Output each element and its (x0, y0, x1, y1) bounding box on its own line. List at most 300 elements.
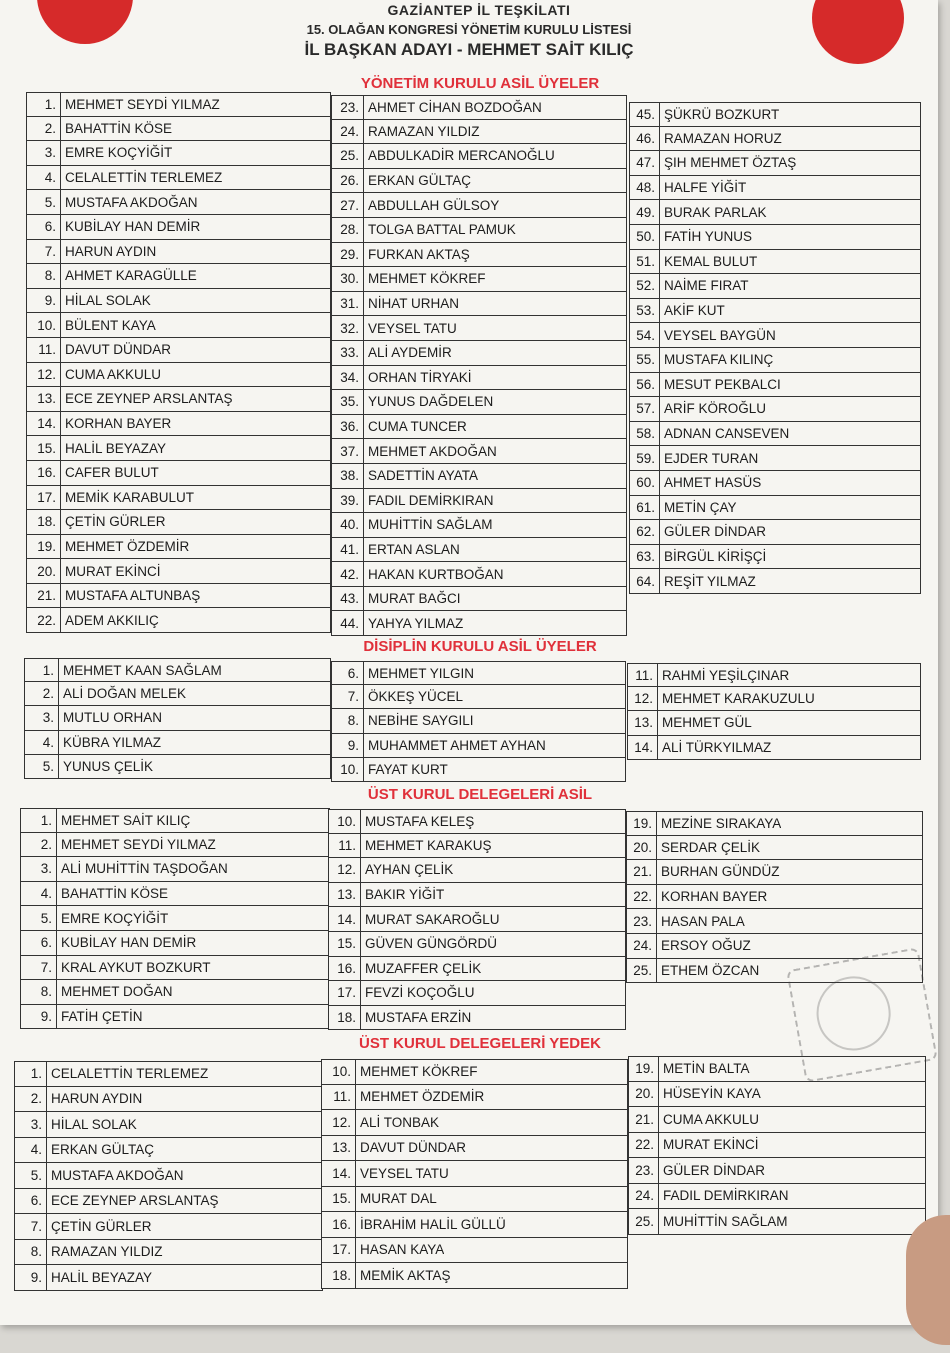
member-number: 19. (27, 535, 61, 559)
member-number: 27. (332, 193, 364, 217)
member-name: İBRAHİM HALİL GÜLLÜ (360, 1216, 506, 1232)
member-number: 1. (27, 93, 61, 116)
member-number: 48. (630, 176, 660, 200)
member-number: 61. (630, 496, 660, 520)
member-row (628, 1184, 926, 1210)
member-row (331, 661, 626, 685)
member-row (629, 102, 921, 127)
member-name: MEHMET KARAKUŞ (365, 837, 492, 853)
member-number: 14. (322, 1161, 356, 1186)
member-row (331, 513, 627, 538)
member-name: KEMAL BULUT (664, 253, 758, 269)
member-row (331, 538, 627, 563)
member-number: 17. (329, 981, 361, 1005)
member-name: ÇETİN GÜRLER (51, 1218, 152, 1234)
member-row (629, 446, 921, 471)
member-row (331, 709, 626, 733)
member-row (26, 141, 331, 166)
member-number: 23. (629, 1158, 659, 1183)
member-row (629, 397, 921, 422)
member-number: 22. (27, 608, 61, 632)
member-row (626, 885, 923, 910)
member-number: 36. (332, 415, 364, 439)
member-number: 18. (329, 1006, 361, 1030)
member-row (24, 682, 331, 706)
member-name: ÖKKEŞ YÜCEL (368, 689, 464, 705)
member-row (20, 1005, 330, 1030)
member-number: 9. (21, 1005, 57, 1029)
member-name: GÜVEN GÜNGÖRDÜ (365, 936, 498, 952)
member-number: 53. (630, 299, 660, 323)
member-name: MUSTAFA ERZİN (365, 1010, 472, 1026)
member-number: 10. (27, 313, 61, 337)
member-name: KORHAN BAYER (65, 416, 172, 432)
member-name: EMRE KOÇYİĞİT (65, 145, 173, 161)
member-row (629, 496, 921, 521)
member-row (26, 289, 331, 314)
member-number: 49. (630, 200, 660, 224)
member-number: 3. (25, 706, 59, 729)
member-number: 22. (629, 1133, 659, 1158)
member-name: RAMAZAN HORUZ (664, 130, 782, 146)
member-name: HARUN AYDIN (51, 1091, 143, 1107)
member-name: MEHMET DOĞAN (61, 984, 173, 1000)
member-name: MEHMET ÖZDEMİR (360, 1089, 485, 1105)
member-row (626, 811, 923, 836)
member-number: 11. (27, 338, 61, 362)
member-row (629, 151, 921, 176)
member-number: 12. (322, 1110, 356, 1135)
member-column (331, 661, 626, 782)
member-row (331, 562, 627, 587)
member-name: DAVUT DÜNDAR (65, 342, 172, 358)
member-name: ECE ZEYNEP ARSLANTAŞ (51, 1193, 219, 1209)
member-name: AHMET KARAGÜLLE (65, 268, 197, 284)
member-row (26, 363, 331, 388)
member-row (26, 264, 331, 289)
member-number: 38. (332, 464, 364, 488)
member-row (321, 1110, 628, 1136)
member-name: MEMİK KARABULUT (65, 489, 195, 505)
member-name: ERTAN ASLAN (368, 541, 460, 557)
member-name: ŞÜKRÜ BOZKURT (664, 106, 780, 122)
member-row (26, 608, 331, 633)
member-number: 11. (322, 1085, 356, 1110)
member-name: BAHATTİN KÖSE (65, 120, 173, 136)
member-row (629, 471, 921, 496)
member-name: MUSTAFA KILINÇ (664, 352, 774, 368)
member-row (629, 373, 921, 398)
member-number: 7. (27, 240, 61, 264)
member-row (331, 439, 627, 464)
member-row (628, 1082, 926, 1108)
header-candidate: İL BAŞKAN ADAYI - MEHMET SAİT KILIÇ (304, 40, 634, 59)
member-row (629, 274, 921, 299)
member-number: 4. (15, 1138, 47, 1163)
member-number: 8. (332, 709, 364, 732)
member-number: 42. (332, 562, 364, 586)
member-number: 3. (15, 1112, 47, 1137)
member-name: MUSTAFA ALTUNBAŞ (65, 588, 201, 604)
member-row (20, 980, 330, 1005)
member-number: 6. (27, 215, 61, 239)
member-number: 1. (25, 659, 59, 681)
member-name: BÜLENT KAYA (65, 317, 156, 333)
member-number: 14. (628, 736, 658, 759)
member-number: 16. (322, 1212, 356, 1237)
member-name: KRAL AYKUT BOZKURT (61, 959, 211, 975)
member-number: 4. (21, 882, 57, 906)
member-row (331, 415, 627, 440)
member-row (629, 176, 921, 201)
member-name: VEYSEL BAYGÜN (664, 327, 776, 343)
member-row (331, 611, 627, 636)
member-name: EJDER TURAN (664, 450, 759, 466)
member-name: METİN BALTA (663, 1061, 750, 1077)
member-name: ADNAN CANSEVEN (664, 426, 790, 442)
member-number: 51. (630, 250, 660, 274)
member-row (627, 687, 921, 711)
member-name: HİLAL SOLAK (65, 293, 151, 309)
member-number: 19. (629, 1057, 659, 1081)
member-row (328, 883, 626, 908)
member-name: YUNUS DAĞDELEN (368, 394, 494, 410)
member-row (628, 1158, 926, 1184)
member-name: AKİF KUT (664, 303, 725, 319)
member-row (26, 313, 331, 338)
member-row (321, 1161, 628, 1187)
member-name: CUMA AKKULU (663, 1111, 760, 1127)
member-name: ERKAN GÜLTAÇ (51, 1142, 155, 1158)
member-number: 10. (322, 1060, 356, 1084)
member-row (321, 1212, 628, 1238)
official-stamp (786, 947, 938, 1083)
member-number: 50. (630, 225, 660, 249)
member-row (26, 584, 331, 609)
member-number: 15. (27, 436, 61, 460)
member-name: HASAN PALA (661, 913, 745, 929)
member-column (628, 1056, 926, 1235)
member-name: METİN ÇAY (664, 499, 737, 515)
member-name: MURAT SAKAROĞLU (365, 911, 500, 927)
header-congress: 15. OLAĞAN KONGRESİ YÖNETİM KURULU LİSTESİ (306, 22, 632, 37)
member-row (20, 833, 330, 858)
member-number: 24. (332, 120, 364, 144)
member-row (20, 808, 330, 833)
member-row (20, 931, 330, 956)
member-name: ÇETİN GÜRLER (65, 514, 166, 530)
member-number: 54. (630, 323, 660, 347)
member-name: ADEM AKKILIÇ (65, 612, 159, 628)
member-row (331, 489, 627, 514)
member-row (331, 144, 627, 169)
member-number: 41. (332, 538, 364, 562)
member-row (331, 316, 627, 341)
member-name: BAHATTİN KÖSE (61, 886, 169, 902)
member-number: 44. (332, 611, 364, 635)
member-row (24, 731, 331, 755)
member-row (20, 956, 330, 981)
member-row (629, 127, 921, 152)
member-row (24, 755, 331, 779)
member-name: MESUT PEKBALCI (664, 376, 781, 392)
member-number: 59. (630, 446, 660, 470)
member-row (14, 1163, 323, 1189)
member-column (321, 1059, 628, 1289)
member-row (626, 836, 923, 861)
member-row (321, 1059, 628, 1085)
member-row (328, 834, 626, 859)
section-title: ÜST KURUL DELEGELERİ YEDEK (359, 1035, 601, 1052)
member-number: 10. (329, 810, 361, 833)
member-name: MEHMET KÖKREF (368, 271, 486, 287)
member-row (331, 685, 626, 709)
member-row (14, 1138, 323, 1164)
member-name: RAMAZAN YILDIZ (51, 1244, 163, 1260)
member-name: MEMİK AKTAŞ (360, 1267, 451, 1283)
member-name: HARUN AYDIN (65, 243, 157, 259)
member-name: ORHAN TİRYAKİ (368, 369, 472, 385)
member-name: HALİL BEYAZAY (51, 1269, 153, 1285)
member-number: 46. (630, 127, 660, 151)
member-number: 47. (630, 151, 660, 175)
member-number: 15. (329, 932, 361, 956)
member-row (331, 341, 627, 366)
member-number: 24. (629, 1184, 659, 1209)
member-row (331, 366, 627, 391)
member-name: MEHMET SEYDİ YILMAZ (61, 836, 216, 852)
member-row (331, 120, 627, 145)
member-row (331, 243, 627, 268)
member-row (14, 1189, 323, 1215)
member-name: KUBİLAY HAN DEMİR (61, 935, 197, 951)
member-row (328, 981, 626, 1006)
member-row (328, 957, 626, 982)
member-name: DAVUT DÜNDAR (360, 1140, 467, 1156)
member-name: FATİH ÇETİN (61, 1009, 143, 1025)
member-number: 4. (25, 731, 59, 754)
member-number: 24. (627, 934, 657, 958)
member-number: 17. (322, 1238, 356, 1263)
member-row (321, 1136, 628, 1162)
member-row (627, 663, 921, 687)
member-number: 1. (15, 1062, 47, 1086)
member-row (26, 92, 331, 117)
thumb-image (906, 1215, 950, 1345)
member-row (26, 338, 331, 363)
member-name: MEZİNE SIRAKAYA (661, 815, 782, 831)
member-number: 14. (27, 412, 61, 436)
member-name: MEHMET SAİT KILIÇ (61, 812, 191, 828)
member-number: 9. (332, 734, 364, 757)
member-row (629, 250, 921, 275)
member-number: 23. (627, 909, 657, 933)
member-name: AYHAN ÇELİK (365, 862, 454, 878)
member-number: 15. (322, 1187, 356, 1212)
member-number: 20. (27, 559, 61, 583)
member-name: MEHMET ÖZDEMİR (65, 538, 190, 554)
member-row (26, 387, 331, 412)
member-number: 17. (27, 486, 61, 510)
member-row (629, 200, 921, 225)
member-name: KÜBRA YILMAZ (63, 734, 162, 750)
member-name: CUMA AKKULU (65, 366, 162, 382)
member-name: BURAK PARLAK (664, 204, 767, 220)
member-row (331, 95, 627, 120)
member-row (628, 1209, 926, 1235)
member-column (328, 809, 626, 1030)
member-name: ABDULLAH GÜLSOY (368, 197, 500, 213)
member-row (331, 758, 626, 782)
member-number: 64. (630, 569, 660, 593)
member-number: 63. (630, 545, 660, 569)
member-row (331, 464, 627, 489)
member-number: 26. (332, 169, 364, 193)
member-number: 8. (15, 1240, 47, 1265)
member-name: RAMAZAN YILDIZ (368, 123, 480, 139)
member-name: FEVZİ KOÇOĞLU (365, 985, 475, 1001)
member-number: 2. (25, 682, 59, 705)
member-number: 23. (332, 96, 364, 119)
member-name: GÜLER DİNDAR (663, 1162, 766, 1178)
member-row (627, 736, 921, 760)
member-column (20, 808, 330, 1029)
member-name: HALFE YİĞİT (664, 180, 747, 196)
member-row (26, 215, 331, 240)
member-name: ETHEM ÖZCAN (661, 962, 760, 978)
member-number: 7. (15, 1214, 47, 1239)
member-row (321, 1263, 628, 1289)
member-number: 18. (322, 1263, 356, 1288)
member-column (26, 92, 331, 633)
member-number: 60. (630, 471, 660, 495)
member-row (26, 412, 331, 437)
member-row (626, 860, 923, 885)
member-name: FATİH YUNUS (664, 229, 753, 245)
member-number: 2. (15, 1087, 47, 1112)
member-number: 11. (628, 664, 658, 686)
member-number: 12. (27, 363, 61, 387)
member-number: 28. (332, 218, 364, 242)
member-name: ALİ DOĞAN MELEK (63, 686, 187, 702)
member-row (629, 520, 921, 545)
member-number: 21. (627, 860, 657, 884)
member-number: 32. (332, 316, 364, 340)
member-name: MURAT EKİNCİ (663, 1137, 759, 1153)
member-number: 10. (332, 758, 364, 781)
member-row (321, 1187, 628, 1213)
member-number: 1. (21, 809, 57, 832)
member-name: VEYSEL TATU (360, 1165, 449, 1181)
member-name: HASAN KAYA (360, 1242, 445, 1258)
member-row (629, 569, 921, 594)
section-title: DİSİPLİN KURULU ASİL ÜYELER (363, 638, 597, 655)
member-number: 6. (332, 662, 364, 684)
member-column (627, 663, 921, 760)
member-name: YUNUS ÇELİK (63, 758, 154, 774)
member-row (14, 1112, 323, 1138)
member-number: 22. (627, 885, 657, 909)
member-name: BURHAN GÜNDÜZ (661, 864, 780, 880)
member-number: 6. (15, 1189, 47, 1214)
member-number: 11. (329, 834, 361, 858)
member-row (26, 461, 331, 486)
member-number: 52. (630, 274, 660, 298)
member-row (629, 323, 921, 348)
member-name: CELALETTİN TERLEMEZ (51, 1066, 209, 1082)
member-row (628, 1107, 926, 1133)
member-name: NİHAT URHAN (368, 296, 460, 312)
member-name: ALİ TONBAK (360, 1114, 440, 1130)
member-number: 5. (21, 906, 57, 930)
member-row (20, 857, 330, 882)
member-number: 16. (27, 461, 61, 485)
member-row (26, 117, 331, 142)
member-number: 20. (627, 836, 657, 860)
header-organization: GAZİANTEP İL TEŞKİLATI (387, 2, 571, 18)
member-name: ALİ AYDEMİR (368, 345, 452, 361)
member-name: ALİ MUHİTTİN TAŞDOĞAN (61, 861, 228, 877)
member-number: 25. (629, 1209, 659, 1234)
member-row (26, 166, 331, 191)
member-name: HAKAN KURTBOĞAN (368, 566, 504, 582)
member-number: 19. (627, 812, 657, 835)
member-number: 5. (15, 1163, 47, 1188)
member-number: 30. (332, 267, 364, 291)
member-name: MUSTAFA KELEŞ (365, 813, 475, 829)
member-number: 25. (332, 144, 364, 168)
member-column (331, 95, 627, 636)
member-name: MEHMET SEYDİ YILMAZ (65, 96, 220, 112)
member-row (328, 1006, 626, 1031)
member-number: 62. (630, 520, 660, 544)
member-column (14, 1061, 323, 1291)
member-name: FURKAN AKTAŞ (368, 246, 470, 262)
member-row (26, 510, 331, 535)
member-row (20, 906, 330, 931)
member-name: MUHAMMET AHMET AYHAN (368, 737, 546, 753)
member-row (24, 658, 331, 682)
member-row (14, 1240, 323, 1266)
member-row (331, 218, 627, 243)
member-number: 14. (329, 907, 361, 931)
member-name: MUHİTTİN SAĞLAM (663, 1213, 788, 1229)
member-column (24, 658, 331, 779)
section-title: YÖNETİM KURULU ASİL ÜYELER (360, 75, 600, 92)
member-name: MUHİTTİN SAĞLAM (368, 517, 493, 533)
member-name: HALİL BEYAZAY (65, 440, 167, 456)
member-row (26, 240, 331, 265)
member-row (328, 932, 626, 957)
member-name: MUSTAFA AKDOĞAN (51, 1167, 184, 1183)
member-name: TOLGA BATTAL PAMUK (368, 222, 516, 238)
member-row (331, 734, 626, 758)
member-number: 13. (27, 387, 61, 411)
member-number: 18. (27, 510, 61, 534)
member-name: FADIL DEMİRKIRAN (368, 492, 494, 508)
member-row (24, 706, 331, 730)
member-name: FAYAT KURT (368, 761, 448, 777)
member-number: 58. (630, 422, 660, 446)
member-number: 16. (329, 957, 361, 981)
member-number: 5. (25, 755, 59, 778)
member-number: 45. (630, 103, 660, 126)
member-row (629, 225, 921, 250)
member-number: 29. (332, 243, 364, 267)
member-row (321, 1238, 628, 1264)
member-name: ABDULKADİR MERCANOĞLU (368, 148, 555, 164)
member-column (629, 102, 921, 594)
